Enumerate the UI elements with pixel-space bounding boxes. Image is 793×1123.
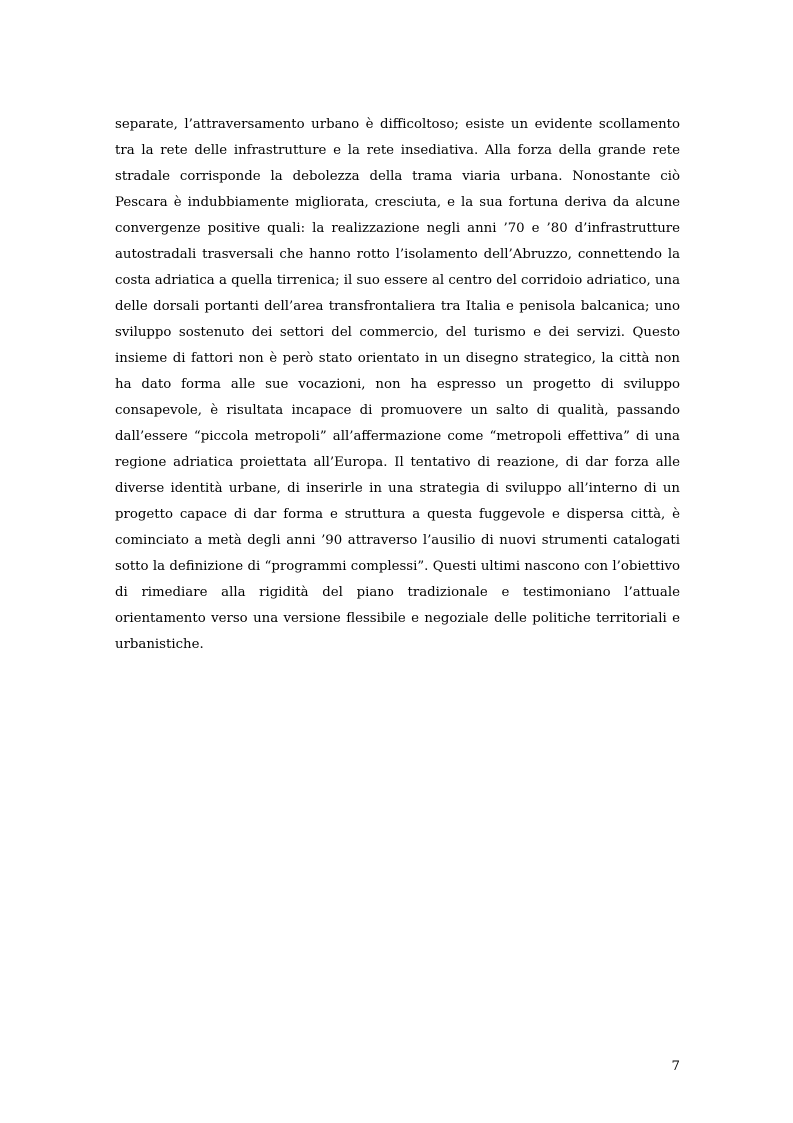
paragraph-line: cominciato a metà degli anni ’90 attraverso l’ausilio di nuovi strumenti catalogati xyxy=(115,533,680,548)
paragraph-line: diverse identità urbane, di inserirle in una strategia di sviluppo all’interno di un xyxy=(115,481,680,496)
paragraph-line: separate, l’attraversamento urbano è difficoltoso; esiste un evidente scollamento xyxy=(115,117,680,132)
paragraph-line: dall’essere “piccola metropoli” all’affermazione come “metropoli effettiva” di una xyxy=(115,429,680,444)
paragraph-line: costa adriatica a quella tirrenica; il suo essere al centro del corridoio adriatico, una xyxy=(115,273,680,288)
paragraph-line: urbanistiche. xyxy=(115,637,204,652)
paragraph-line: orientamento verso una versione flessibile e negoziale delle politiche territoriali e xyxy=(115,611,680,626)
paragraph-line: di rimediare alla rigidità del piano tradizionale e testimoniano l’attuale xyxy=(115,585,680,600)
paragraph-line: sotto la definizione di “programmi complessi”. Questi ultimi nascono con l’obiettivo xyxy=(115,559,680,574)
body-paragraph xyxy=(115,112,680,658)
paragraph-line: regione adriatica proiettata all’Europa. Il tentativo di reazione, di dar forza alle xyxy=(115,455,680,470)
paragraph-line: autostradali trasversali che hanno rotto l’isolamento dell’Abruzzo, connettendo la xyxy=(115,247,680,262)
paragraph-line: Pescara è indubbiamente migliorata, cresciuta, e la sua fortuna deriva da alcune xyxy=(115,195,680,210)
page-number: 7 xyxy=(671,1059,680,1074)
paragraph-line: progetto capace di dar forma e struttura a questa fuggevole e dispersa città, è xyxy=(115,507,680,522)
paragraph-line: delle dorsali portanti dell’area transfrontaliera tra Italia e penisola balcanica; uno xyxy=(115,299,680,314)
paragraph-line: ha dato forma alle sue vocazioni, non ha espresso un progetto di sviluppo xyxy=(115,377,680,392)
paragraph-line: insieme di fattori non è però stato orientato in un disegno strategico, la città non xyxy=(115,351,680,366)
paragraph-line: tra la rete delle infrastrutture e la rete insediativa. Alla forza della grande rete xyxy=(115,143,680,158)
paragraph-line: consapevole, è risultata incapace di promuovere un salto di qualità, passando xyxy=(115,403,680,418)
paragraph-line: stradale corrisponde la debolezza della trama viaria urbana. Nonostante ciò xyxy=(115,169,680,184)
paragraph-line: convergenze positive quali: la realizzazione negli anni ’70 e ’80 d’infrastrutture xyxy=(115,221,680,236)
paragraph-line: sviluppo sostenuto dei settori del commercio, del turismo e dei servizi. Questo xyxy=(115,325,680,340)
